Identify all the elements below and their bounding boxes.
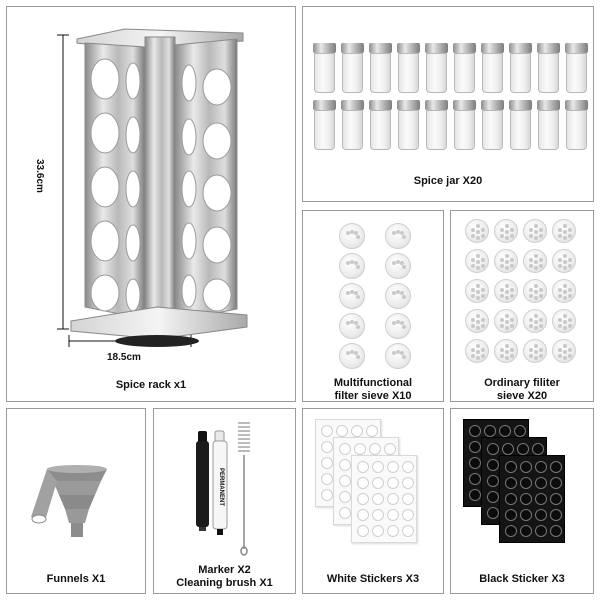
sticker-label: [505, 509, 517, 521]
spice-jar: [453, 43, 476, 93]
sticker-label: [505, 493, 517, 505]
sieve-disc: [552, 339, 576, 363]
sieve-disc: [339, 283, 365, 309]
spice-jar: [565, 43, 588, 93]
sticker-label: [387, 477, 399, 489]
sieve-disc: [385, 253, 411, 279]
sticker-label: [402, 509, 414, 521]
sticker-label: [402, 461, 414, 473]
spice-jar: [509, 100, 532, 150]
spice-jar: [313, 100, 336, 150]
sticker-label: [321, 489, 333, 501]
sticker-label: [520, 509, 532, 521]
spice-jar: [425, 100, 448, 150]
spice-jar: [537, 100, 560, 150]
sticker-label: [372, 461, 384, 473]
multi-sieve-caption-2: filter sieve X10: [334, 390, 412, 402]
ordinary-sieve-caption-2: sieve X20: [496, 390, 548, 402]
sticker-label: [487, 475, 499, 487]
sieve-disc: [339, 343, 365, 369]
jar-grid: [313, 43, 588, 150]
sticker-label: [469, 473, 481, 485]
sticker-label: [550, 525, 562, 537]
multifunctional-sieve-panel: [302, 210, 444, 402]
sticker-label: [336, 425, 348, 437]
sticker-label: [469, 457, 481, 469]
sieve-disc: [523, 249, 547, 273]
sticker-label: [487, 507, 499, 519]
spice-jar: [313, 43, 336, 93]
sieve-disc: [494, 279, 518, 303]
sticker-label: [339, 491, 351, 503]
sticker-label: [366, 425, 378, 437]
sticker-label: [487, 491, 499, 503]
black-stickers-panel: [450, 408, 594, 594]
sieve-disc: [523, 309, 547, 333]
sticker-label: [535, 509, 547, 521]
sticker-label: [535, 461, 547, 473]
sieve-disc: [465, 249, 489, 273]
sieve-disc: [465, 279, 489, 303]
ordinary-sieve-panel: [450, 210, 594, 402]
sticker-label: [369, 443, 381, 455]
sticker-label: [339, 443, 351, 455]
spice-jar: [341, 43, 364, 93]
sticker-label: [505, 525, 517, 537]
sieve-disc: [465, 309, 489, 333]
sticker-label: [550, 477, 562, 489]
sieve-disc: [552, 279, 576, 303]
sticker-label: [535, 493, 547, 505]
sticker-label: [387, 525, 399, 537]
spice-rack-caption: Spice rack x1: [115, 379, 187, 391]
sticker-label: [339, 507, 351, 519]
marker-brush-illustration: [154, 409, 297, 559]
spice-jar: [369, 100, 392, 150]
spice-jar: [481, 100, 504, 150]
sticker-label: [520, 525, 532, 537]
sticker-label: [372, 477, 384, 489]
sticker-label: [487, 443, 499, 455]
sticker-label: [321, 473, 333, 485]
sticker-label: [339, 459, 351, 471]
sieve-disc: [494, 249, 518, 273]
spice-jars-panel: [302, 6, 594, 202]
sticker-label: [321, 425, 333, 437]
sticker-label: [505, 461, 517, 473]
brush-caption: Cleaning brush X1: [176, 577, 273, 589]
sticker-label: [387, 493, 399, 505]
spice-jar: [397, 43, 420, 93]
sticker-label: [372, 493, 384, 505]
sticker-label: [499, 425, 511, 437]
spice-jar: [453, 100, 476, 150]
sticker-label: [372, 525, 384, 537]
sticker-label: [357, 461, 369, 473]
sticker-label: [520, 477, 532, 489]
spice-jar: [425, 43, 448, 93]
sticker-label: [402, 493, 414, 505]
sieve-disc: [494, 339, 518, 363]
sticker-label: [321, 441, 333, 453]
black-stickers-caption: Black Sticker X3: [479, 573, 565, 585]
sticker-label: [387, 461, 399, 473]
sticker-label: [469, 489, 481, 501]
sieve-disc: [339, 253, 365, 279]
sticker-label: [502, 443, 514, 455]
spice-rack-illustration: [7, 7, 297, 403]
marker-panel: [153, 408, 296, 594]
sticker-label: [357, 493, 369, 505]
white-stickers-panel: [302, 408, 444, 594]
sticker-label: [535, 477, 547, 489]
sticker-label: [550, 461, 562, 473]
ordinary-sieve-caption-1: Ordinary filiter: [484, 377, 560, 389]
sticker-label: [402, 477, 414, 489]
sieve-disc: [465, 339, 489, 363]
sticker-label: [487, 459, 499, 471]
sieve-disc: [385, 283, 411, 309]
spice-jar: [369, 43, 392, 93]
sieve-disc: [523, 279, 547, 303]
sticker-label: [372, 509, 384, 521]
sticker-label: [321, 457, 333, 469]
multi-sieve-caption-1: Multifunctional: [333, 377, 413, 389]
sticker-label: [550, 493, 562, 505]
spice-jar: [341, 100, 364, 150]
spice-jar-caption: Spice jar X20: [413, 175, 483, 187]
funnels-panel: [6, 408, 146, 594]
funnel-illustration: [7, 409, 147, 559]
sieve-disc: [385, 313, 411, 339]
spice-jar: [537, 43, 560, 93]
spice-jar: [565, 100, 588, 150]
svg-text:PERMANENT: PERMANENT: [218, 467, 224, 507]
sticker-label: [520, 493, 532, 505]
spice-jar: [481, 43, 504, 93]
sieve-disc: [339, 223, 365, 249]
sticker-label: [357, 525, 369, 537]
sticker-label: [402, 525, 414, 537]
sieve-disc: [385, 223, 411, 249]
spice-jar: [397, 100, 420, 150]
sticker-sheet: [351, 455, 417, 543]
sieve-disc: [339, 313, 365, 339]
sticker-label: [535, 525, 547, 537]
sticker-label: [484, 425, 496, 437]
sticker-label: [514, 425, 526, 437]
sieve-disc: [523, 219, 547, 243]
sieve-disc: [523, 339, 547, 363]
rack-height-label: 33.6cm: [34, 159, 45, 193]
rack-width-label: 18.5cm: [107, 352, 141, 363]
sticker-label: [387, 509, 399, 521]
funnels-caption: Funnels X1: [46, 573, 106, 585]
sticker-label: [339, 475, 351, 487]
sieve-disc: [465, 219, 489, 243]
sticker-label: [532, 443, 544, 455]
sieve-disc: [552, 249, 576, 273]
sticker-label: [517, 443, 529, 455]
sticker-label: [351, 425, 363, 437]
white-stickers-caption: White Stickers X3: [326, 573, 420, 585]
marker-caption: Marker X2: [198, 564, 251, 576]
sticker-label: [357, 509, 369, 521]
sieve-disc: [494, 219, 518, 243]
spice-rack-panel: [6, 6, 296, 402]
sieve-disc: [552, 219, 576, 243]
sticker-label: [469, 441, 481, 453]
sticker-label: [357, 477, 369, 489]
sieve-disc: [385, 343, 411, 369]
sticker-label: [469, 425, 481, 437]
sticker-label: [505, 477, 517, 489]
sticker-label: [520, 461, 532, 473]
sieve-disc: [494, 309, 518, 333]
spice-jar: [509, 43, 532, 93]
sieve-disc: [552, 309, 576, 333]
sticker-label: [384, 443, 396, 455]
sticker-label: [550, 509, 562, 521]
sticker-label: [354, 443, 366, 455]
sticker-sheet: [499, 455, 565, 543]
